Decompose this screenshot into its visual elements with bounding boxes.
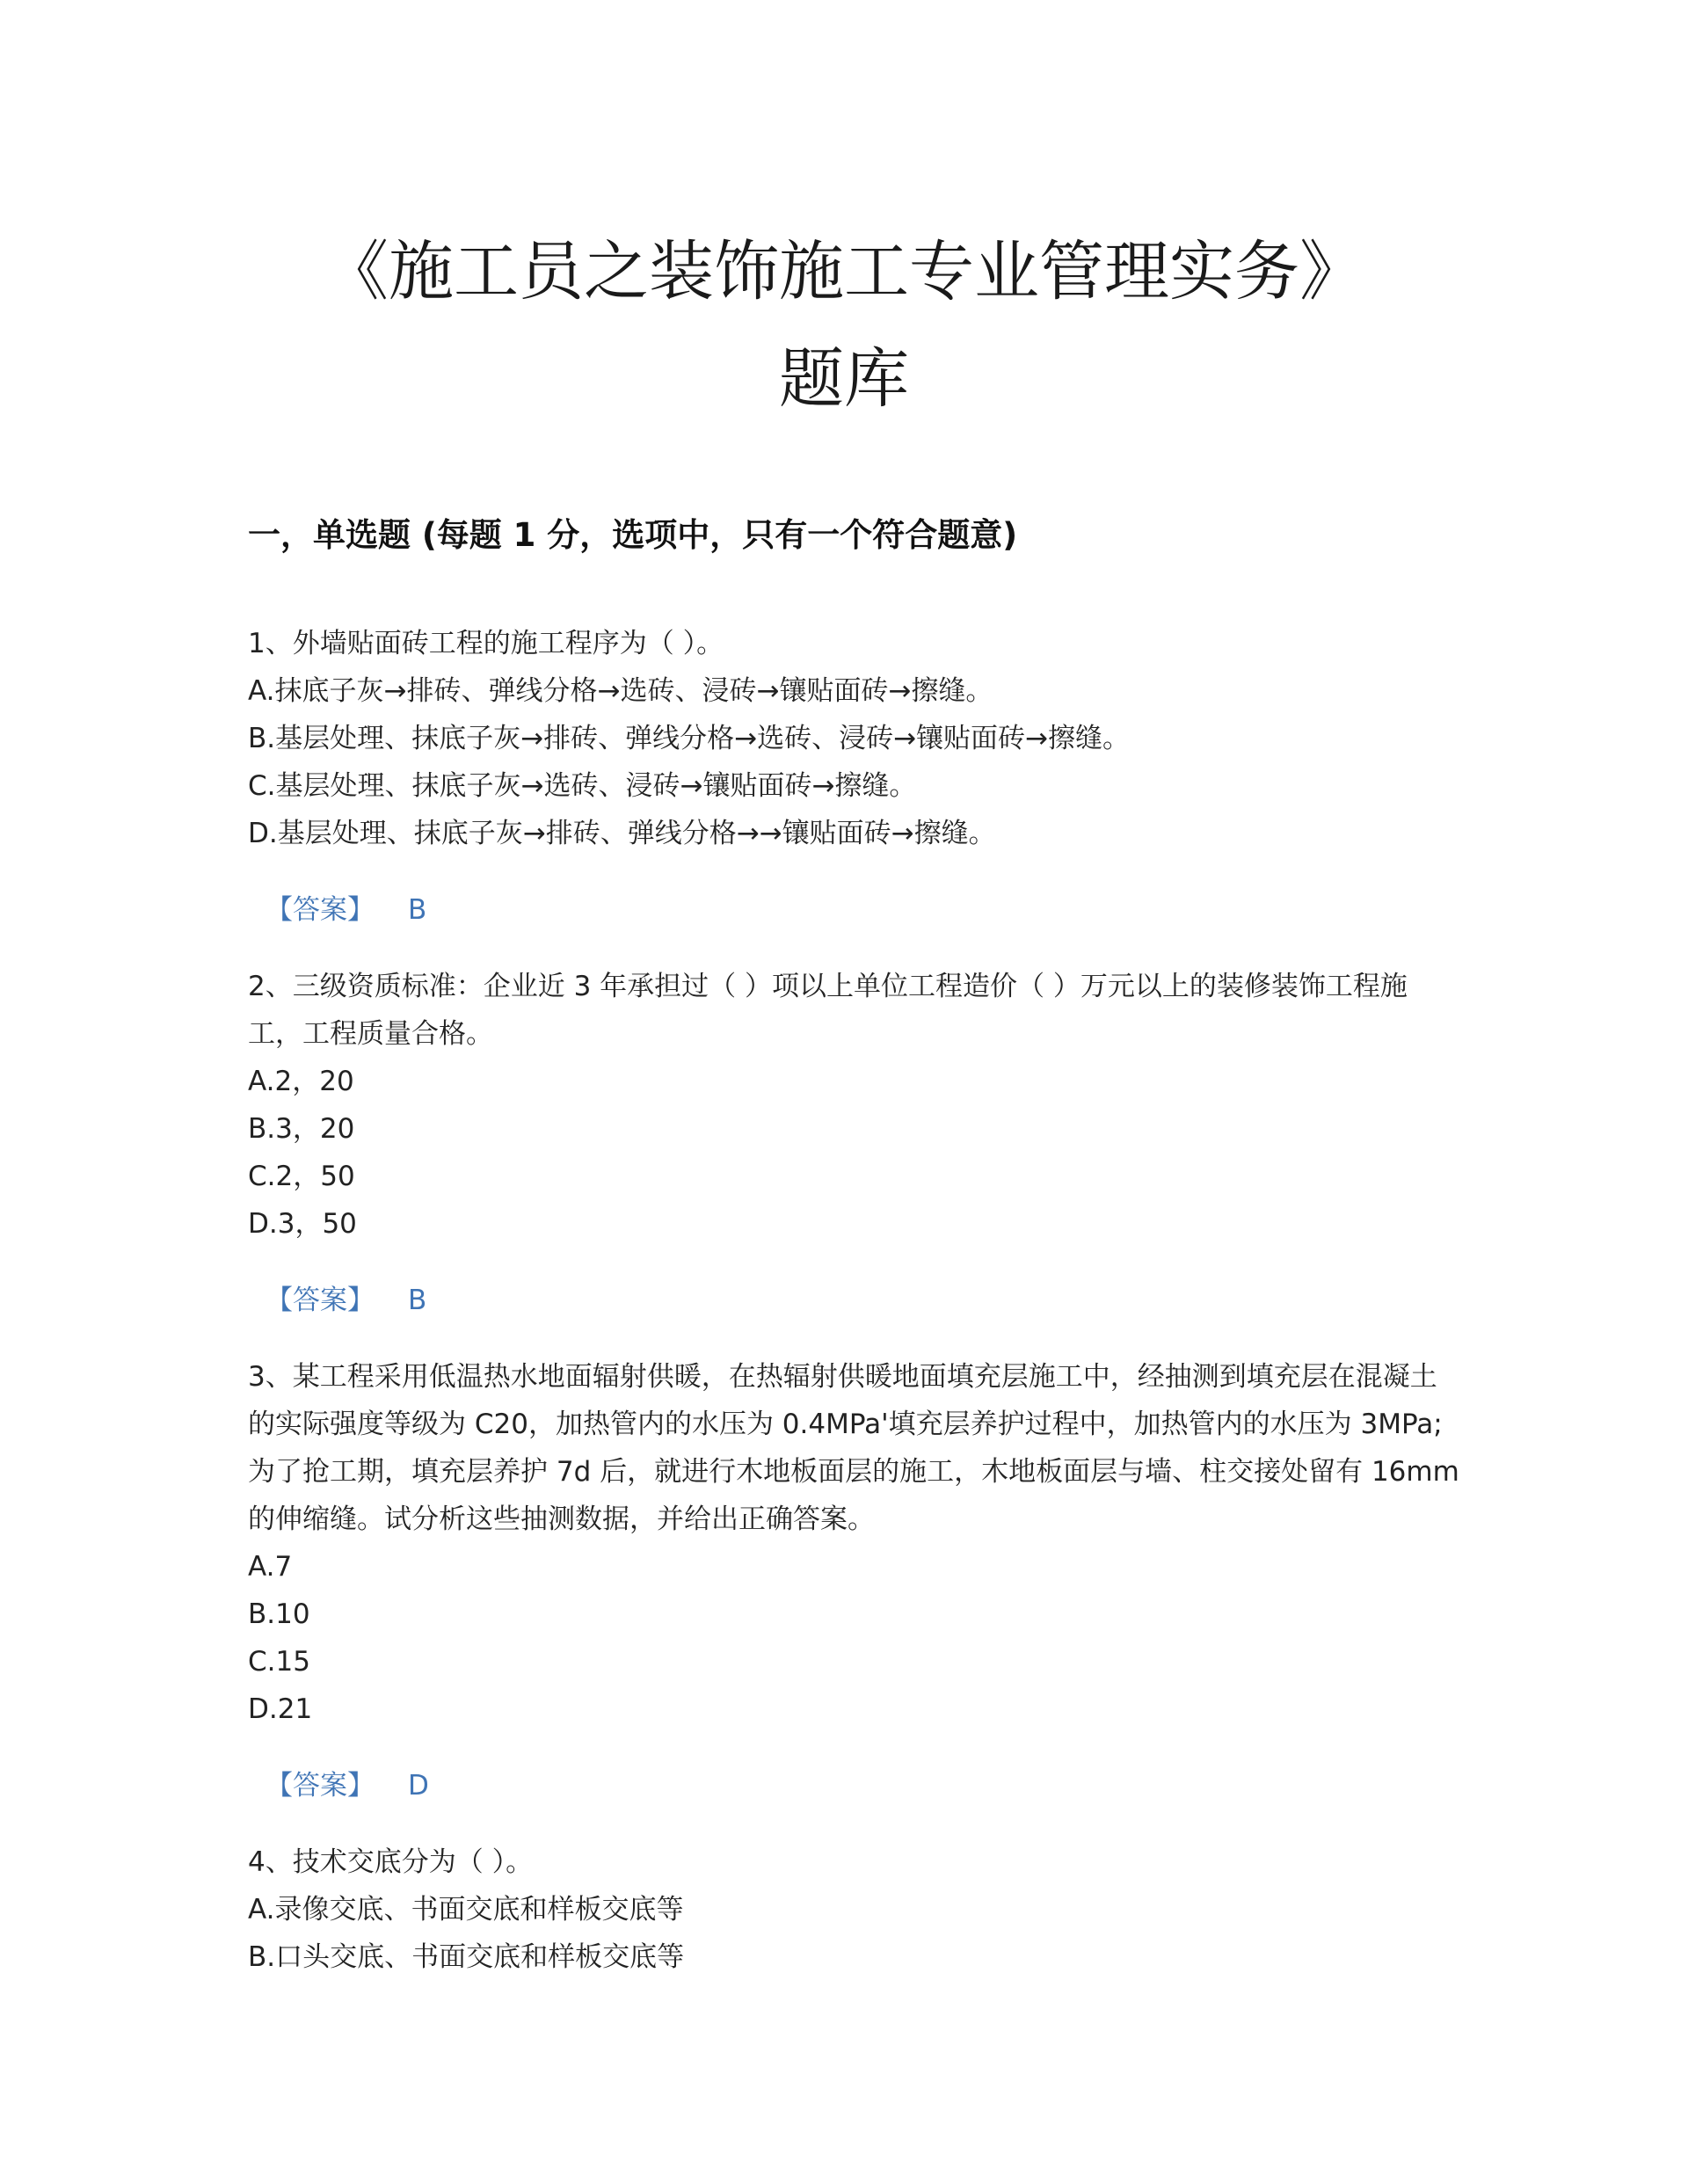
answer-line <box>266 886 1461 934</box>
document-title-line1: 《施工员之装饰施工专业管理实务》 <box>324 234 1364 309</box>
answer-label: 【答案】 <box>266 1770 375 1802</box>
question-2 <box>248 963 1461 1324</box>
answer-label: 【答案】 <box>266 1285 375 1316</box>
question-stem: 4、技术交底分为（ ）。 <box>248 1846 534 1878</box>
question-option: D.基层处理、抹底子灰→排砖、弹线分格→→镶贴面砖→擦缝。 <box>248 818 996 849</box>
question-option: B.口头交底、书面交底和样板交底等 <box>248 1941 685 1973</box>
question-option: D.21 <box>248 1693 313 1725</box>
question-1 <box>248 620 1461 934</box>
question-option: B.10 <box>248 1598 310 1630</box>
question-option: A.抹底子灰→排砖、弹线分格→选砖、浸砖→镶贴面砖→擦缝。 <box>248 675 993 707</box>
question-option: B.基层处理、抹底子灰→排砖、弹线分格→选砖、浸砖→镶贴面砖→擦缝。 <box>248 723 1131 754</box>
question-option: C.2，50 <box>248 1161 355 1192</box>
question-option: C.15 <box>248 1646 310 1678</box>
question-option: C.基层处理、抹底子灰→选砖、浸砖→镶贴面砖→擦缝。 <box>248 770 917 802</box>
question-option: A.2，20 <box>248 1066 354 1097</box>
answer-line <box>266 1277 1461 1324</box>
question-option: D.3，50 <box>248 1208 357 1240</box>
answer-value: B <box>408 894 427 926</box>
document-title-line2: 题库 <box>779 341 909 417</box>
question-3 <box>248 1353 1461 1809</box>
question-stem: 2、三级资质标准：企业近 3 年承担过（ ）项以上单位工程造价（ ）万元以上的装修装饰工程施工，工程质量合格。 <box>248 971 1408 1050</box>
question-stem: 1、外墙贴面砖工程的施工程序为（ ）。 <box>248 628 724 659</box>
question-option: A.7 <box>248 1551 293 1583</box>
answer-line <box>266 1762 1461 1809</box>
answer-value: D <box>408 1770 429 1802</box>
answer-label: 【答案】 <box>266 894 375 926</box>
answer-value: B <box>408 1285 427 1316</box>
question-stem: 3、某工程采用低温热水地面辐射供暖，在热辐射供暖地面填充层施工中，经抽测到填充层在混凝土的实际强度等级为 C20，加热管内的水压为 0.4MPa'填充层养护过程中，加热管内的水压为 3MPa;为了抢工期，填充层养护 7d 后，就进行木地板面层的施工，木地板面层与墙、柱交接处留有 16mm 的伸缩缝。试分析这些抽测数据，并给出正确答案。 <box>248 1361 1459 1535</box>
question-4 <box>248 1838 1461 1981</box>
question-option: B.3，20 <box>248 1113 355 1145</box>
question-list <box>248 620 1461 1981</box>
question-option: A.录像交底、书面交底和样板交底等 <box>248 1894 684 1926</box>
section-heading: 一，单选题 (每题 1 分，选项中，只有一个符合题意) <box>248 516 1018 554</box>
